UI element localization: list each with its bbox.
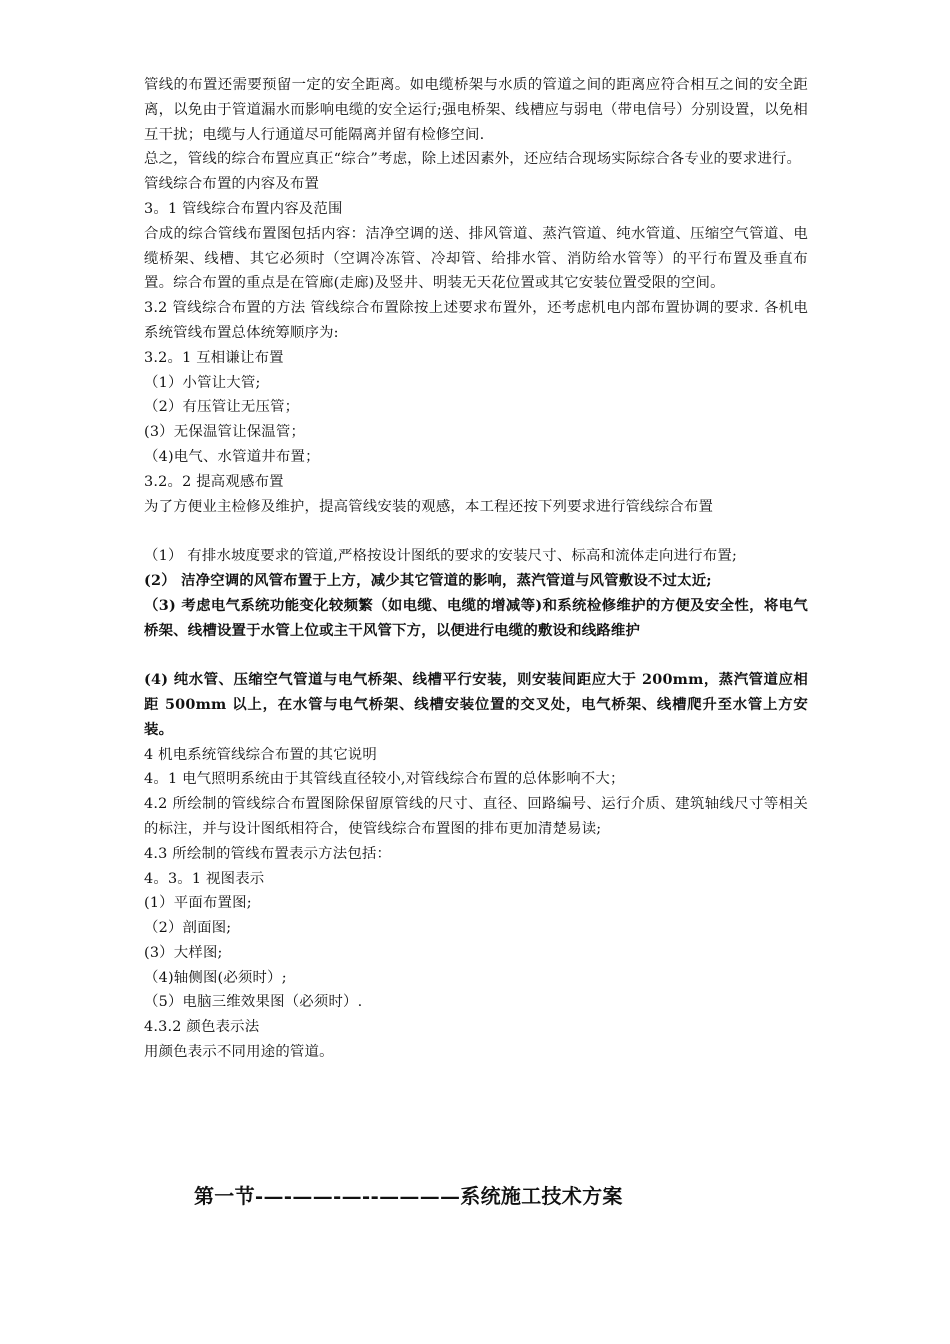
section-heading: 第一节-—-——-—--————系统施工技术方案 [194,1184,623,1208]
list-item: （2）剖面图; [144,920,232,937]
list-item: (3）无保温管让保温管； [144,424,306,441]
heading-4-3-2: 4.3.2 颜色表示法 [144,1019,260,1036]
list-item: (3）大样图; [144,944,223,961]
heading-3-2-1: 3.2。1 互相谦让布置 [144,349,284,366]
blank-line [144,519,808,544]
paragraph-4-2: 4.2 所绘制的管线综合布置图除保留原管线的尺寸、直径、回路编号、运行介质、建筑轴线尺寸等相关的标注，并与设计图纸相符合，使管线综合布置图的排布更加清楚易读; [144,796,808,837]
list-item-bold: (4) 纯水管、压缩空气管道与电气桥架、线槽平行安装，则安装间距应大于 200mm，蒸汽管道应相距 500mm 以上，在水管与电气桥架、线槽安装位置的交叉处，电气桥架、线槽爬升至水管上方安装。 [144,671,808,738]
paragraph-summary: 总之，管线的综合布置应真正“综合”考虑，除上述因素外，还应结合现场实际综合各专业的要求进行。 [144,151,802,168]
list-item: （4)电气、水管道井布置； [144,448,320,465]
heading-layout-content: 管线综合布置的内容及布置 [144,176,320,193]
heading-3-2-2: 3.2。2 提高观感布置 [144,473,284,490]
paragraph-3-2-method: 3.2 管线综合布置的方法 管线综合布置除按上述要求布置外，还考虑机电内部布置协调的要求. 各机电系统管线布置总体统筹顺序为: [144,300,808,341]
list-item: (1）平面布置图; [144,895,252,912]
paragraph-color-method: 用颜色表示不同用途的管道。 [144,1044,334,1061]
paragraph-safety-distance: 管线的布置还需要预留一定的安全距离。如电缆桥架与水质的管道之间的距离应符合相互之间的安全距离，以免由于管道漏水而影响电缆的安全运行;强电桥架、线槽应与弱电（带电信号）分别设置，以免相互干扰；电缆与人行通道尽可能隔离并留有检修空间. [144,77,808,143]
list-item: （2）有压管让无压管； [144,399,300,416]
document-body [144,73,808,1065]
heading-4-3-1: 4。3。1 视图表示 [144,870,265,887]
list-item: （4)轴侧图(必须时）; [144,969,287,986]
list-item-bold: (2） 洁净空调的风管布置于上方，减少其它管道的影响，蒸汽管道与风管敷设不过太近; [144,571,712,589]
paragraph-4-1: 4。1 电气照明系统由于其管线直径较小,对管线综合布置的总体影响不大； [144,771,625,788]
blank-line [144,643,808,668]
heading-3-1: 3。1 管线综合布置内容及范围 [144,200,343,217]
list-item: （1）小管让大管; [144,374,261,391]
list-item: （1） 有排水坡度要求的管道,严格按设计图纸的要求的安装尺寸、标高和流体走向进行布置; [144,548,737,565]
paragraph-4-3: 4.3 所绘制的管线布置表示方法包括： [144,845,392,862]
list-item: （5）电脑三维效果图（必须时）. [144,994,363,1011]
paragraph-appearance-intro: 为了方便业主检修及维护，提高管线安装的观感，本工程还按下列要求进行管线综合布置 [144,498,714,515]
list-item-bold: （3) 考虑电气系统功能变化较频繁（如电缆、电缆的增减等)和系统检修维护的方便及安全性，将电气桥架、线槽设置于水管上位或主干风管下方，以便进行电缆的敷设和线路维护 [144,596,808,639]
heading-4: 4 机电系统管线综合布置的其它说明 [144,746,377,763]
paragraph-layout-scope: 合成的综合管线布置图包括内容：洁净空调的送、排风管道、蒸汽管道、纯水管道、压缩空气管道、电缆桥架、线槽、其它必须时（空调冷冻管、冷却管、给排水管、消防给水管等）的平行布置及垂直布置。综合布置的重点是在管廊(走廊)及竖井、明装无天花位置或其它安装位置受限的空间。 [144,225,808,292]
